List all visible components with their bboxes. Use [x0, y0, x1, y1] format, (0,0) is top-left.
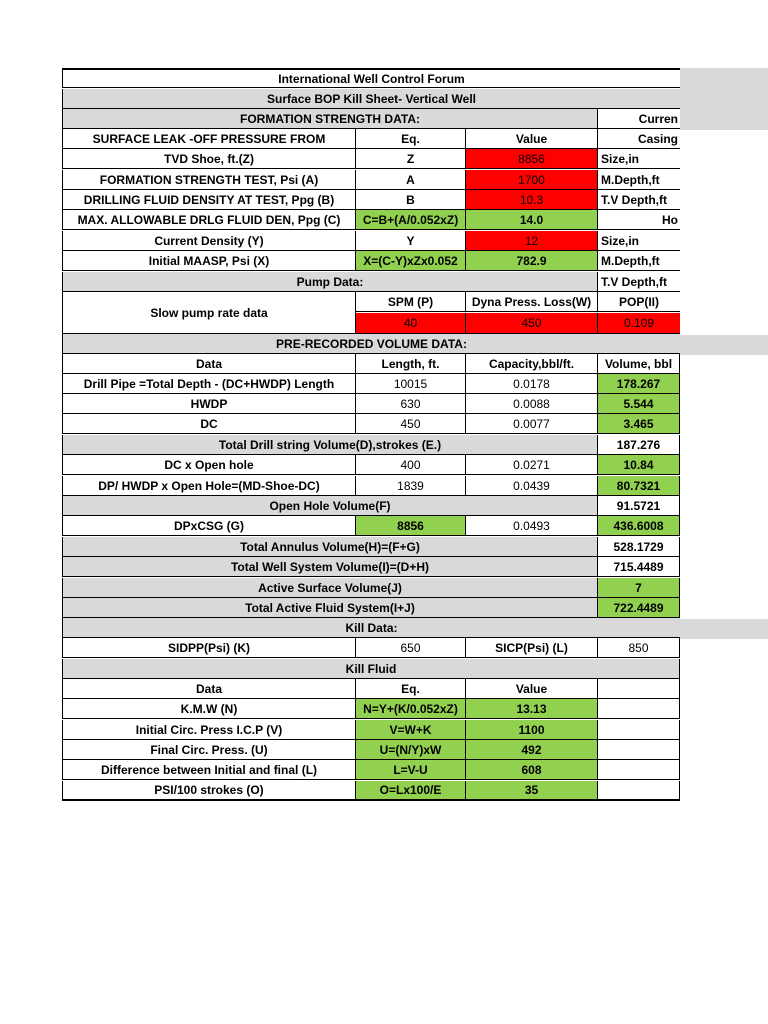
volume-row-volume: 5.544 — [597, 394, 680, 414]
tvd-shoe-input[interactable]: 8856 — [465, 149, 598, 169]
volume-row-length: 450 — [355, 414, 466, 434]
total-drill-string-value: 187.276 — [597, 435, 680, 455]
hole-side-label: Size,in — [597, 231, 680, 251]
spm-header: SPM (P) — [355, 292, 466, 312]
formation-row-label: TVD Shoe, ft.(Z) — [62, 149, 356, 169]
kill-col-eq: Eq. — [355, 679, 466, 699]
formation-row-eq: C=B+(A/0.052xZ) — [355, 210, 466, 230]
kill-row-eq: U=(N/Y)xW — [355, 740, 466, 760]
sidpp-value[interactable]: 650 — [355, 638, 466, 658]
fcp-value: 492 — [465, 740, 598, 760]
hole-side-label: M.Depth,ft — [597, 251, 680, 271]
kill-row-eq: O=Lx100/E — [355, 781, 466, 801]
pop-header: POP(II) — [597, 292, 680, 312]
volume-row-length: 400 — [355, 455, 466, 475]
volume-section-header: PRE-RECORDED VOLUME DATA: — [62, 334, 680, 354]
volume-row-label: DC — [62, 414, 356, 434]
volume-row-capacity: 0.0077 — [465, 414, 598, 434]
formation-row-label: Initial MAASP, Psi (X) — [62, 251, 356, 271]
kmw-value: 13.13 — [465, 699, 598, 719]
volume-row-label: DP/ HWDP x Open Hole=(MD-Shoe-DC) — [62, 476, 356, 496]
casing-side-label: Size,in — [597, 149, 680, 169]
kill-fluid-header: Kill Fluid — [62, 659, 680, 679]
volume-row-capacity: 0.0271 — [465, 455, 598, 475]
empty-cell — [597, 720, 680, 740]
dpxcsg-volume: 436.6008 — [597, 516, 680, 536]
kill-row-eq: N=Y+(K/0.052xZ) — [355, 699, 466, 719]
pop-input[interactable]: 0.109 — [597, 313, 680, 334]
empty-cell — [597, 699, 680, 719]
current-casing-header: Curren — [597, 109, 680, 129]
sidpp-label: SIDPP(Psi) (K) — [62, 638, 356, 658]
volume-row-length: 630 — [355, 394, 466, 414]
formation-row-eq: Z — [355, 149, 466, 169]
open-hole-volume-value: 91.5721 — [597, 496, 680, 516]
total-active-fluid-label: Total Active Fluid System(I+J) — [62, 598, 598, 618]
hole-side-label: T.V Depth,ft — [597, 272, 680, 292]
current-density-input[interactable]: 12 — [465, 231, 598, 251]
kill-row-eq: V=W+K — [355, 720, 466, 740]
volume-col-data: Data — [62, 354, 356, 374]
volume-row-volume: 178.267 — [597, 374, 680, 394]
total-annulus-label: Total Annulus Volume(H)=(F+G) — [62, 537, 598, 557]
kill-col-value: Value — [465, 679, 598, 699]
kill-row-eq: L=V-U — [355, 760, 466, 780]
kill-row-label: K.M.W (N) — [62, 699, 356, 719]
casing-side-label: M.Depth,ft — [597, 170, 680, 190]
formation-row-label: Current Density (Y) — [62, 231, 356, 251]
dpxcsg-capacity: 0.0493 — [465, 516, 598, 536]
total-drill-string-label: Total Drill string Volume(D),strokes (E.) — [62, 435, 598, 455]
volume-row-capacity: 0.0439 — [465, 476, 598, 496]
volume-row-volume: 10.84 — [597, 455, 680, 475]
sicp-value[interactable]: 850 — [597, 638, 680, 658]
empty-cell — [597, 781, 680, 801]
fluid-density-test-input[interactable]: 10.3 — [465, 190, 598, 210]
volume-row-length: 1839 — [355, 476, 466, 496]
kill-row-label: Difference between Initial and final (L) — [62, 760, 356, 780]
icp-value: 1100 — [465, 720, 598, 740]
active-surface-label: Active Surface Volume(J) — [62, 578, 598, 598]
volume-row-capacity: 0.0178 — [465, 374, 598, 394]
volume-row-volume: 3.465 — [597, 414, 680, 434]
formation-col-label: SURFACE LEAK -OFF PRESSURE FROM — [62, 129, 356, 149]
active-surface-input[interactable]: 7 — [597, 578, 680, 598]
volume-row-capacity: 0.0088 — [465, 394, 598, 414]
max-allowable-density-value: 14.0 — [465, 210, 598, 230]
slow-pump-rate-label: Slow pump rate data — [62, 292, 356, 334]
sheet-title: International Well Control Forum — [62, 68, 680, 88]
volume-col-length: Length, ft. — [355, 354, 466, 374]
formation-row-label: DRILLING FLUID DENSITY AT TEST, Ppg (B) — [62, 190, 356, 210]
pump-section-header: Pump Data: — [62, 272, 598, 292]
initial-maasp-value: 782.9 — [465, 251, 598, 271]
formation-col-eq: Eq. — [355, 129, 466, 149]
formation-row-eq: B — [355, 190, 466, 210]
total-well-system-value: 715.4489 — [597, 557, 680, 577]
kill-row-label: Initial Circ. Press I.C.P (V) — [62, 720, 356, 740]
hole-side-label: Ho — [597, 210, 680, 230]
difference-value: 608 — [465, 760, 598, 780]
kill-col-data: Data — [62, 679, 356, 699]
formation-row-eq: Y — [355, 231, 466, 251]
casing-col-header: Casing — [597, 129, 680, 149]
kill-row-label: Final Circ. Press. (U) — [62, 740, 356, 760]
empty-cell — [597, 679, 680, 699]
volume-row-label: DC x Open hole — [62, 455, 356, 475]
formation-row-eq: A — [355, 170, 466, 190]
empty-cell — [597, 760, 680, 780]
formation-col-value: Value — [465, 129, 598, 149]
volume-col-volume: Volume, bbl — [597, 354, 680, 374]
formation-row-label: FORMATION STRENGTH TEST, Psi (A) — [62, 170, 356, 190]
total-active-fluid-value: 722.4489 — [597, 598, 680, 618]
dpxcsg-length: 8856 — [355, 516, 466, 536]
formation-section-header: FORMATION STRENGTH DATA: — [62, 109, 598, 129]
sicp-label: SICP(Psi) (L) — [465, 638, 598, 658]
volume-row-volume: 80.7321 — [597, 476, 680, 496]
formation-test-input[interactable]: 1700 — [465, 170, 598, 190]
volume-row-label: Drill Pipe =Total Depth - (DC+HWDP) Length — [62, 374, 356, 394]
volume-row-label: HWDP — [62, 394, 356, 414]
psi-per-100-strokes-value: 35 — [465, 781, 598, 801]
empty-cell — [597, 740, 680, 760]
dpxcsg-label: DPxCSG (G) — [62, 516, 356, 536]
sheet-subtitle: Surface BOP Kill Sheet- Vertical Well — [62, 89, 680, 109]
dyna-press-input[interactable]: 450 — [465, 313, 598, 334]
kill-row-label: PSI/100 strokes (O) — [62, 781, 356, 801]
casing-side-label: T.V Depth,ft — [597, 190, 680, 210]
kill-section-header: Kill Data: — [62, 618, 680, 638]
total-well-system-label: Total Well System Volume(I)=(D+H) — [62, 557, 598, 577]
spm-input[interactable]: 40 — [355, 313, 466, 334]
formation-row-eq: X=(C-Y)xZx0.052 — [355, 251, 466, 271]
total-annulus-value: 528.1729 — [597, 537, 680, 557]
volume-col-capacity: Capacity,bbl/ft. — [465, 354, 598, 374]
formation-row-label: MAX. ALLOWABLE DRLG FLUID DEN, Ppg (C) — [62, 210, 356, 230]
open-hole-volume-label: Open Hole Volume(F) — [62, 496, 598, 516]
volume-row-length: 10015 — [355, 374, 466, 394]
dyna-press-header: Dyna Press. Loss(W) — [465, 292, 598, 312]
